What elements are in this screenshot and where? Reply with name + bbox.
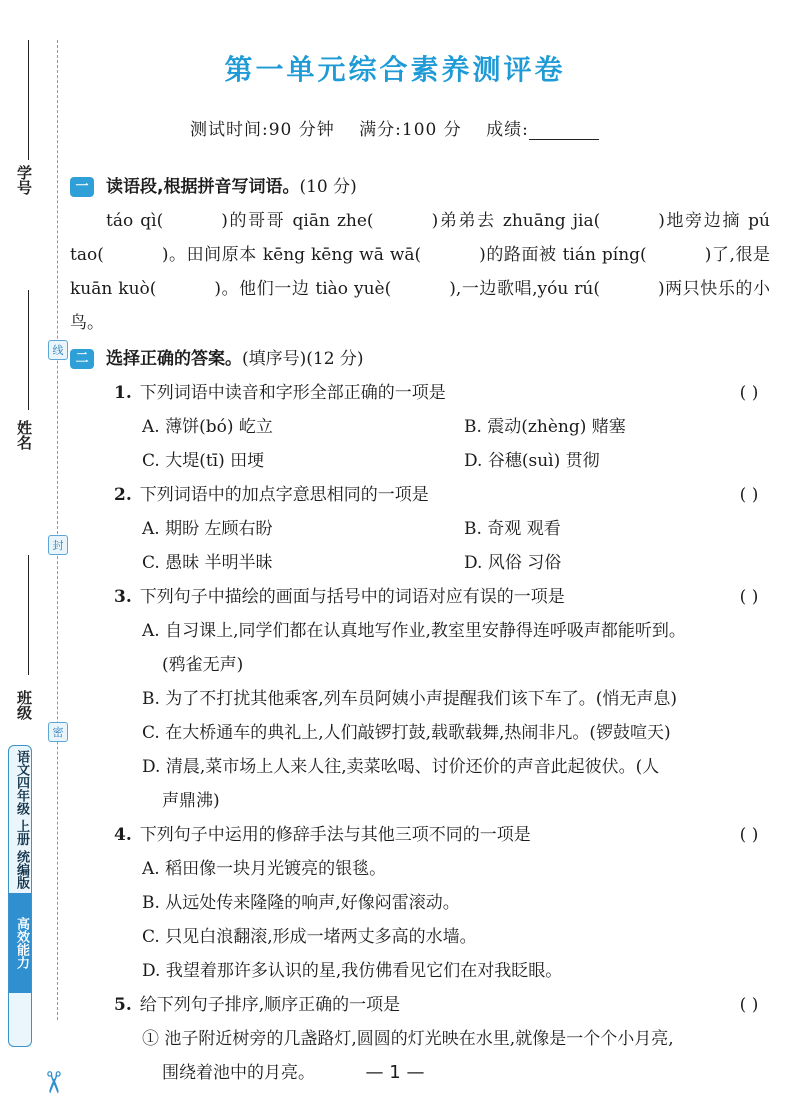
section-2-title: 选择正确的答案。: [106, 349, 242, 369]
question-1-options: [70, 410, 770, 478]
answer-blank[interactable]: ( ): [739, 383, 759, 403]
section-1-score: (10 分): [299, 177, 357, 197]
question-2-options: [70, 512, 770, 580]
class-blank: [28, 555, 29, 675]
section-2-score: (填序号)(12 分): [242, 349, 364, 369]
option[interactable]: B. 震动(zhèng) 赌塞: [464, 417, 626, 437]
section-2-badge: 二: [70, 349, 94, 369]
question-stem: 下列词语中的加点字意思相同的一项是: [139, 485, 429, 505]
section-1-title: 读语段,根据拼音写词语。: [106, 177, 300, 197]
answer-blank[interactable]: ( ): [739, 995, 759, 1015]
option[interactable]: D. 清晨,菜市场上人来人往,卖菜吆喝、讨价还价的声音此起彼伏。(人: [142, 757, 660, 777]
exam-time: 测试时间:90 分钟: [190, 120, 335, 140]
question-2: 2. 下列词语中的加点字意思相同的一项是 ( ): [70, 478, 770, 512]
option[interactable]: C. 大堤(tī) 田埂: [142, 451, 265, 471]
option-continued: 声鼎沸): [162, 791, 220, 811]
student-id-label: 学号: [15, 165, 33, 195]
exam-full-score: 满分:100 分: [359, 120, 462, 140]
option[interactable]: B. 奇观 观看: [464, 519, 561, 539]
option[interactable]: C. 在大桥通车的典礼上,人们敲锣打鼓,载歌载舞,热闹非凡。(锣鼓喧天): [142, 723, 671, 743]
question-stem: 下列词语中读音和字形全部正确的一项是: [139, 383, 446, 403]
class-label: 班级: [15, 690, 33, 720]
question-stem: 给下列句子排序,顺序正确的一项是: [139, 995, 401, 1015]
sentence-item: ① 池子附近树旁的几盏路灯,圆圆的灯光映在水里,就像是一个个小月亮,: [142, 1029, 674, 1049]
binding-dashed-line: [57, 40, 58, 1020]
option[interactable]: B. 从远处传来隆隆的响声,好像闷雷滚动。: [142, 893, 460, 913]
answer-blank[interactable]: ( ): [739, 587, 759, 607]
brand-strip: [8, 745, 32, 1047]
score-label: 成绩:: [486, 120, 529, 140]
brand-name: 高效能力: [9, 893, 31, 993]
name-label: 姓名: [15, 420, 33, 450]
section-2-header: [70, 342, 770, 376]
option[interactable]: A. 稻田像一块月光镀亮的银毯。: [142, 859, 387, 879]
sentence-item-continued: 围绕着池中的月亮。: [162, 1063, 315, 1083]
option-continued: (鸦雀无声): [162, 655, 244, 675]
cut-mark-seal: 封: [48, 535, 68, 555]
question-stem: 下列句子中描绘的画面与括号中的词语对应有误的一项是: [139, 587, 565, 607]
scissors-icon: ✂: [35, 1069, 71, 1096]
question-4: 4. 下列句子中运用的修辞手法与其他三项不同的一项是 ( ): [70, 818, 770, 852]
question-1: 1. 下列词语中读音和字形全部正确的一项是 ( ): [70, 376, 770, 410]
option[interactable]: D. 我望着那许多认识的星,我仿佛看见它们在对我眨眼。: [142, 961, 563, 981]
name-blank: [28, 290, 29, 410]
cut-mark-dense: 密: [48, 722, 68, 742]
option[interactable]: A. 薄饼(bó) 屹立: [142, 417, 273, 437]
question-3: 3. 下列句子中描绘的画面与括号中的词语对应有误的一项是 ( ): [70, 580, 770, 614]
option[interactable]: C. 愚昧 半明半昧: [142, 553, 273, 573]
question-5: 5. 给下列句子排序,顺序正确的一项是 ( ): [70, 988, 770, 1022]
answer-blank[interactable]: ( ): [739, 825, 759, 845]
exam-info: [190, 115, 617, 140]
option[interactable]: A. 自习课上,同学们都在认真地写作业,教室里安静得连呼吸声都能听到。: [142, 621, 686, 641]
option[interactable]: D. 谷穗(suì) 贯彻: [464, 451, 600, 471]
option[interactable]: C. 只见白浪翻滚,形成一堵两丈多高的水墙。: [142, 927, 477, 947]
answer-blank[interactable]: ( ): [739, 485, 759, 505]
option[interactable]: B. 为了不打扰其他乘客,列车员阿姨小声提醒我们该下车了。(悄无声息): [142, 689, 677, 709]
section-1-passage: táo qì( )的哥哥 qiān zhe( )弟弟去 zhuāng jia( )地旁边摘 pú tao( )。田间原本 kēng kēng wā wā( )的路面被 tián píng( )了,很是 kuān kuò( )。他们一边 tiào yuè( ),一边歌唱,yóu rú( )两只快乐的小鸟。: [70, 211, 771, 333]
page-number: — 1 —: [365, 1062, 425, 1083]
score-blank: [529, 123, 599, 140]
exam-content: [70, 170, 770, 1090]
question-stem: 下列句子中运用的修辞手法与其他三项不同的一项是: [139, 825, 531, 845]
option[interactable]: D. 风俗 习俗: [464, 553, 562, 573]
brand-info: 语文四年级 上册 统编版: [14, 750, 29, 890]
option[interactable]: A. 期盼 左顾右盼: [142, 519, 273, 539]
cut-mark-line: 线: [48, 340, 68, 360]
page-title: 第一单元综合素养测评卷: [224, 53, 566, 86]
binding-margin: [0, 0, 71, 1103]
section-1-badge: 一: [70, 177, 94, 197]
section-1-header: [70, 170, 770, 204]
